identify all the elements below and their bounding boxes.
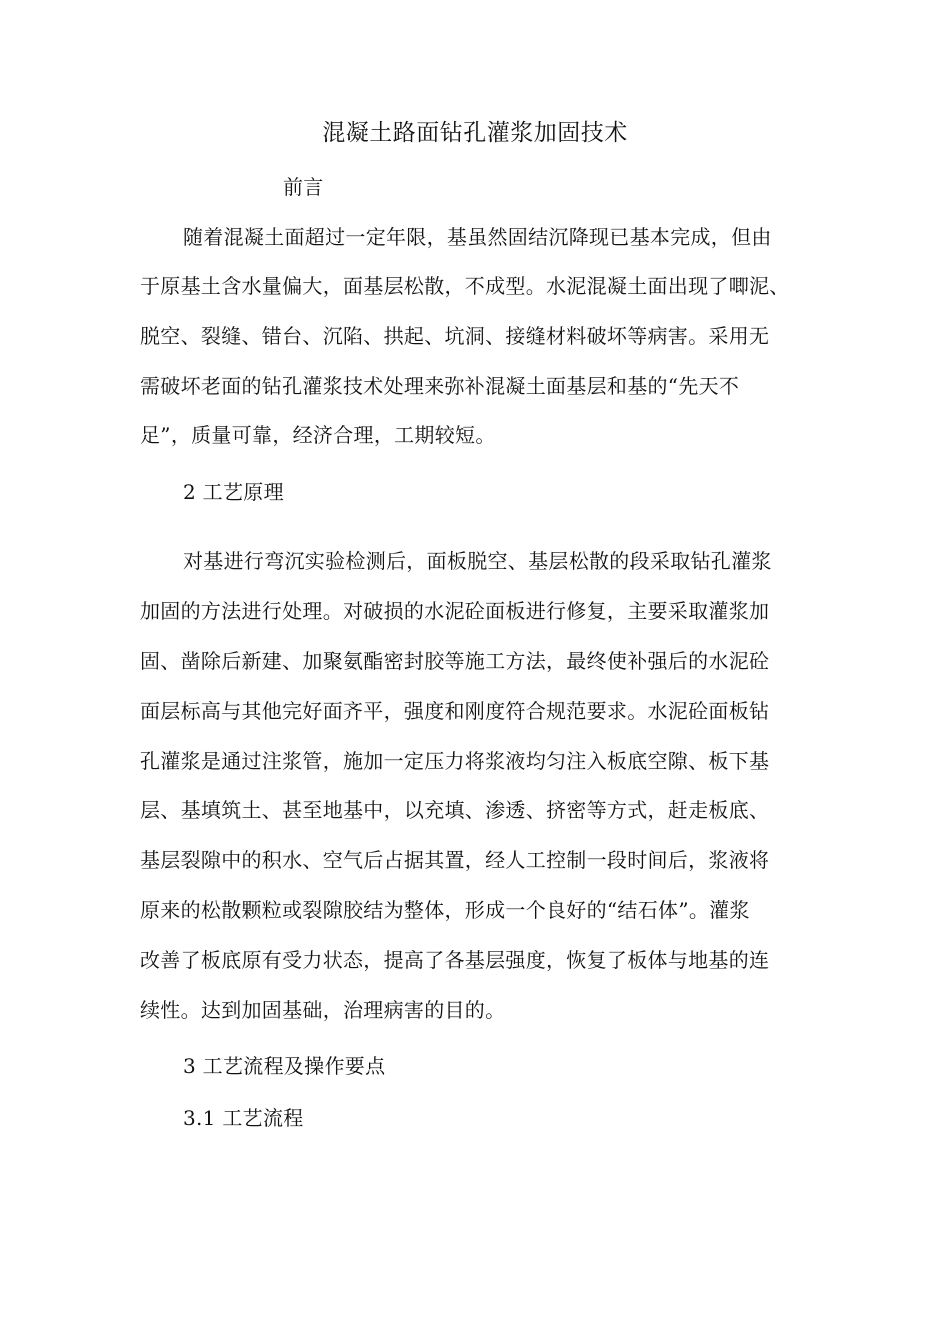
paragraph-line: 加固的方法进行处理。对破损的水泥砼面板进行修复，主要采取灌浆加 <box>140 599 770 623</box>
section-heading-principle: 2 工艺原理 <box>183 480 284 504</box>
paragraph-line: 对基进行弯沉实验检测后，面板脱空、基层松散的段采取钻孔灌浆 <box>183 549 772 573</box>
paragraph-line: 续性。达到加固基础，治理病害的目的。 <box>140 998 506 1022</box>
paragraph-line: 层、基填筑土、甚至地基中，以充填、渗透、挤密等方式，赶走板底、 <box>140 798 770 822</box>
paragraph-line: 基层裂隙中的积水、空气后占据其置，经人工控制一段时间后，浆液将 <box>140 848 770 872</box>
section-heading-preface: 前言 <box>283 175 324 199</box>
paragraph-line: 孔灌浆是通过注浆管，施加一定压力将浆液均匀注入板底空隙、板下基 <box>140 749 770 773</box>
paragraph-line: 于原基土含水量偏大，面基层松散，不成型。水泥混凝土面出现了唧泥、 <box>140 274 790 298</box>
paragraph-line: 原来的松散颗粒或裂隙胶结为整体，形成一个良好的“结石体”。灌浆 <box>140 898 750 922</box>
paragraph-line: 脱空、裂缝、错台、沉陷、拱起、坑洞、接缝材料破坏等病害。采用无 <box>140 324 770 348</box>
section-heading-process-flow: 3.1 工艺流程 <box>183 1106 304 1130</box>
document-title: 混凝土路面钻孔灌浆加固技术 <box>322 120 628 146</box>
paragraph-line: 足”，质量可靠，经济合理，工期较短。 <box>140 423 496 447</box>
paragraph-line: 固、凿除后新建、加聚氨酯密封胶等施工方法，最终使补强后的水泥砼 <box>140 649 770 673</box>
paragraph-line: 改善了板底原有受力状态，提高了各基层强度，恢复了板体与地基的连 <box>140 948 770 972</box>
paragraph-line: 随着混凝土面超过一定年限，基虽然固结沉降现已基本完成，但由 <box>183 225 772 249</box>
paragraph-line: 面层标高与其他完好面齐平，强度和刚度符合规范要求。水泥砼面板钻 <box>140 699 770 723</box>
section-heading-process: 3 工艺流程及操作要点 <box>183 1054 386 1078</box>
paragraph-line: 需破坏老面的钻孔灌浆技术处理来弥补混凝土面基层和基的“先天不 <box>140 374 740 398</box>
